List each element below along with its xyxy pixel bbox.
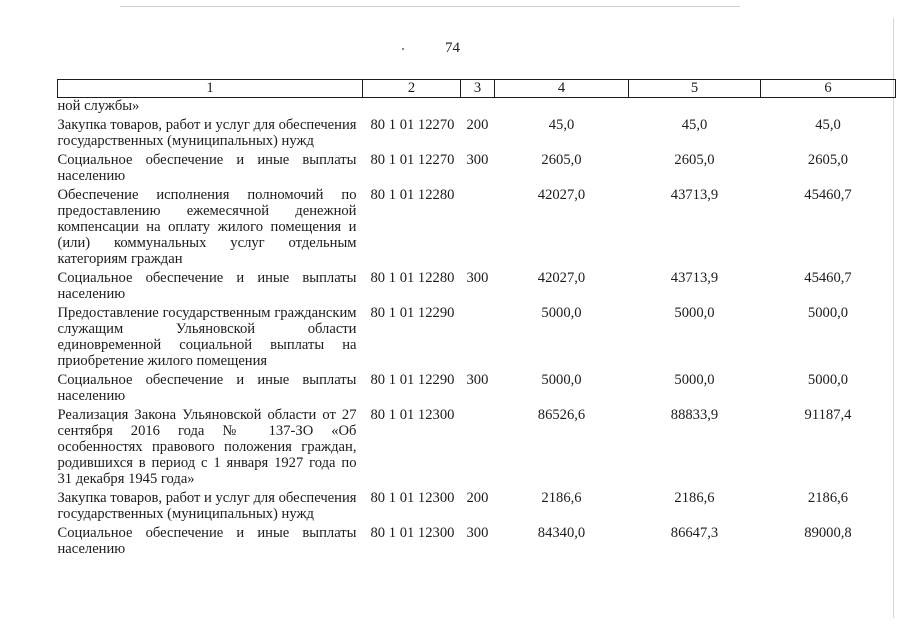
row-code: 80 1 01 12270: [370, 117, 455, 133]
row-value-1: 84340,0: [537, 525, 586, 541]
row-value-2: 88833,9: [670, 407, 719, 423]
row-expense-type: 300: [466, 525, 489, 541]
column-header-6: 6: [761, 80, 896, 98]
row-value-3: 5000,0: [807, 372, 849, 388]
scan-artifact: [402, 48, 404, 50]
row-value-2: 86647,3: [670, 525, 719, 541]
row-value-1: 42027,0: [537, 187, 586, 203]
row-expense-type: 300: [466, 372, 489, 388]
table-row: [58, 522, 896, 557]
row-value-2: 45,0: [681, 117, 708, 133]
table-row: [58, 114, 896, 149]
row-value-1: [495, 98, 629, 115]
row-value-1: 5000,0: [541, 305, 582, 321]
row-code: 80 1 01 12290: [370, 305, 455, 321]
table-header-row: [58, 80, 896, 98]
row-name: ной службы»: [57, 98, 140, 114]
column-header-5: 5: [629, 80, 761, 98]
row-value-3: 45460,7: [804, 187, 852, 203]
row-value-3: [761, 98, 896, 115]
row-name: Социальное обеспечение и иные выплаты населению: [57, 525, 357, 557]
row-value-1: 86526,6: [537, 407, 586, 423]
row-value-3: 45,0: [815, 117, 841, 133]
row-value-3: 91187,4: [804, 407, 852, 423]
row-value-2: [629, 98, 761, 115]
table-row: [58, 149, 896, 184]
row-code: [363, 98, 461, 115]
row-code: 80 1 01 12300: [370, 490, 455, 506]
row-code: 80 1 01 12280: [370, 270, 455, 286]
row-value-2: 5000,0: [674, 305, 715, 321]
row-value-1: 2186,6: [541, 490, 582, 506]
row-value-1: 2605,0: [541, 152, 582, 168]
column-header-3: 3: [461, 80, 495, 98]
row-value-3: 5000,0: [807, 305, 849, 321]
budget-table: [57, 79, 896, 557]
row-value-1: 42027,0: [537, 270, 586, 286]
table-row: [58, 487, 896, 522]
row-value-2: 43713,9: [670, 187, 719, 203]
row-expense-type: 300: [466, 270, 489, 286]
row-expense-type: 300: [466, 152, 489, 168]
row-expense-type: [461, 404, 495, 487]
row-name: Социальное обеспечение и иные выплаты населению: [57, 152, 357, 184]
table-row: [58, 98, 896, 115]
column-header-4: 4: [495, 80, 629, 98]
row-code: 80 1 01 12280: [370, 187, 455, 203]
row-value-3: 2186,6: [807, 490, 849, 506]
row-value-2: 2186,6: [674, 490, 715, 506]
row-name: Социальное обеспечение и иные выплаты населению: [57, 372, 357, 404]
row-expense-type: [461, 98, 495, 115]
row-expense-type: [461, 184, 495, 267]
row-value-3: 89000,8: [804, 525, 852, 541]
table-row: [58, 302, 896, 369]
row-code: 80 1 01 12300: [370, 525, 455, 541]
page-number: 74: [445, 40, 460, 56]
row-code: 80 1 01 12300: [370, 407, 455, 423]
row-name: Предоставление государственным гражданским служащим Ульяновской области единовременной социальной выплаты на приобретение жилого помещения: [57, 305, 357, 369]
row-expense-type: 200: [466, 117, 489, 133]
row-expense-type: [461, 302, 495, 369]
row-expense-type: 200: [466, 490, 489, 506]
row-value-1: 5000,0: [541, 372, 582, 388]
row-value-3: 2605,0: [807, 152, 849, 168]
table-row: [58, 267, 896, 302]
row-value-1: 45,0: [548, 117, 575, 133]
row-name: Закупка товаров, работ и услуг для обеспечения государственных (муниципальных) нужд: [57, 117, 357, 149]
row-value-2: 43713,9: [670, 270, 719, 286]
row-name: Социальное обеспечение и иные выплаты населению: [57, 270, 357, 302]
table-row: [58, 369, 896, 404]
row-value-2: 5000,0: [674, 372, 715, 388]
row-value-3: 45460,7: [804, 270, 852, 286]
table-row: [58, 404, 896, 487]
scan-artifact: [120, 6, 740, 7]
row-code: 80 1 01 12290: [370, 372, 455, 388]
row-value-2: 2605,0: [674, 152, 715, 168]
column-header-1: 1: [58, 80, 363, 98]
column-header-2: 2: [363, 80, 461, 98]
row-name: Обеспечение исполнения полномочий по предоставлению ежемесячной денежной компенсации на оплату жилого помещения и (или) коммунальных услуг отдельным категориям граждан: [57, 187, 357, 267]
table-row: [58, 184, 896, 267]
row-name: Реализация Закона Ульяновской области от 27 сентября 2016 года № 137-ЗО «Об особенностях правового положения граждан, родившихся в период с 1 января 1927 года по 31 декабря 1945 года»: [57, 407, 357, 487]
row-name: Закупка товаров, работ и услуг для обеспечения государственных (муниципальных) нужд: [57, 490, 357, 522]
row-code: 80 1 01 12270: [370, 152, 455, 168]
